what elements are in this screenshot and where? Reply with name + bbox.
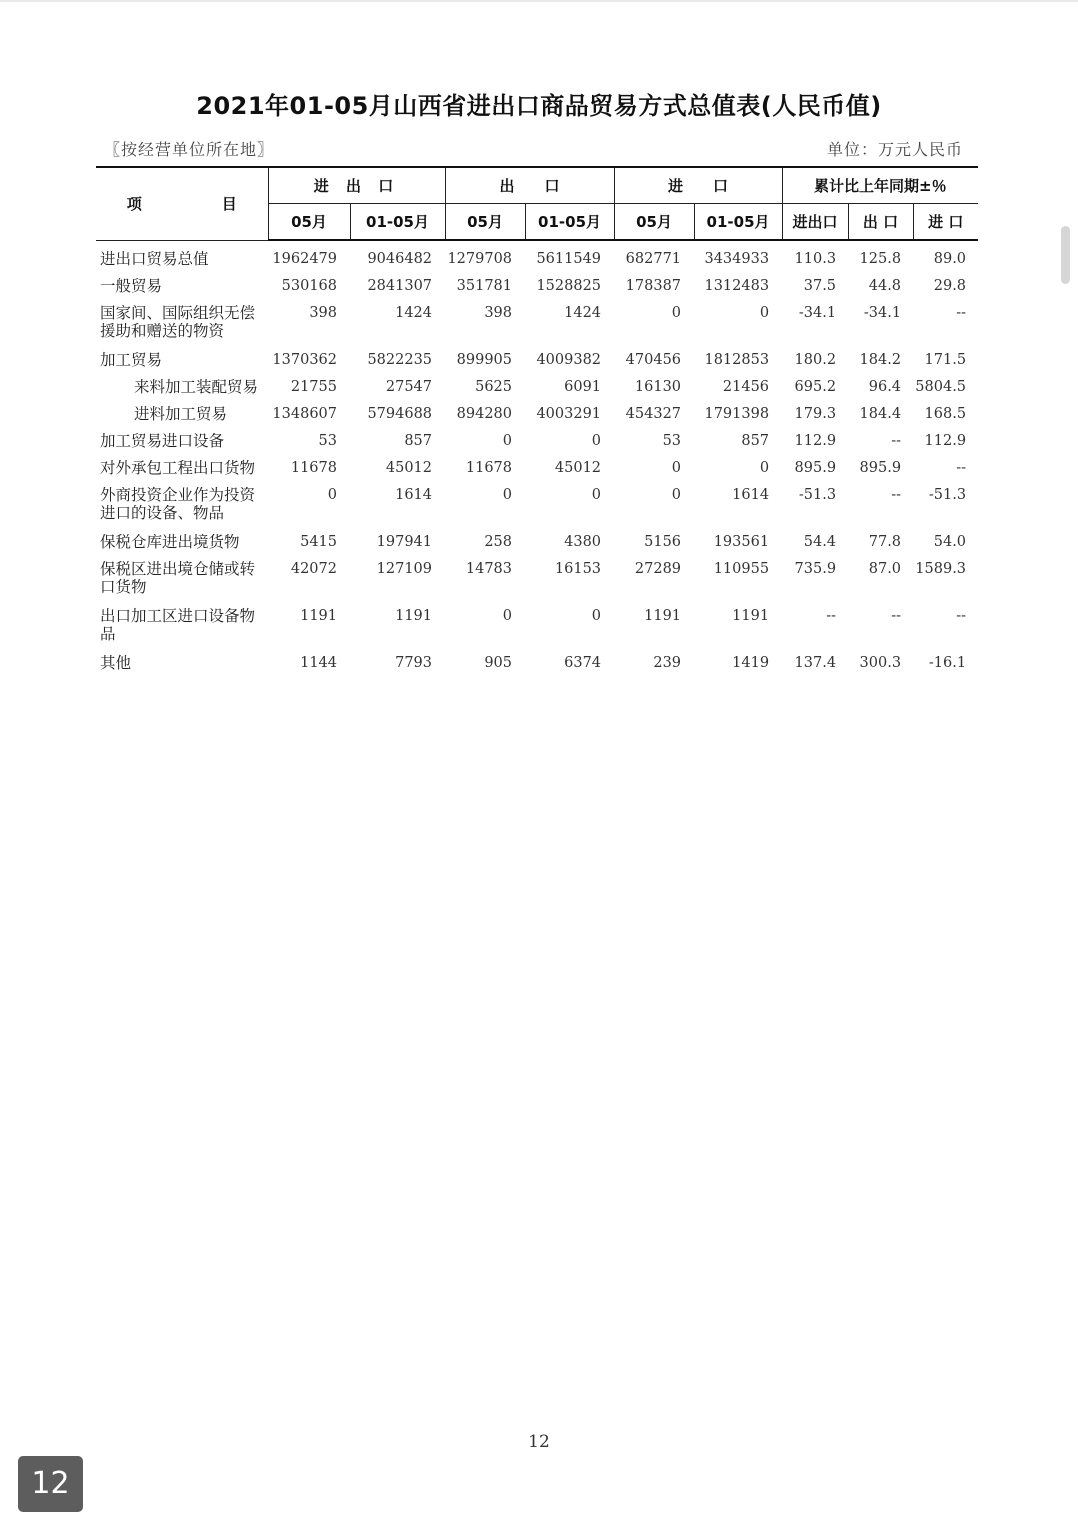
cell: 137.4 [794, 655, 837, 671]
table-row [96, 533, 978, 560]
cell: 5611549 [536, 251, 602, 267]
table-row [96, 654, 978, 681]
cell: 127109 [376, 561, 433, 577]
table-header [96, 167, 978, 240]
table-row [96, 486, 978, 533]
cell: 14783 [465, 561, 513, 577]
cell: 2841307 [367, 278, 433, 294]
cell: 1191 [395, 608, 433, 624]
cell: 1589.3 [915, 561, 967, 577]
cell: 1191 [300, 608, 337, 624]
row-label: 一般贸易 [100, 277, 163, 295]
cell: 1614 [732, 487, 770, 503]
cell: 168.5 [924, 406, 967, 422]
cell: 857 [741, 433, 770, 449]
cell: 0 [591, 608, 602, 624]
cell: 4380 [564, 534, 602, 550]
row-label: 来料加工装配贸易 [134, 378, 259, 396]
table-row [96, 277, 978, 304]
cell: 1312483 [704, 278, 770, 294]
cell: 180.2 [794, 352, 837, 368]
page-title: 2021年01-05月山西省进出口商品贸易方式总值表(人民币值) [196, 92, 882, 120]
cell: 1144 [300, 655, 337, 671]
cell: 11678 [465, 460, 513, 476]
cell: 45012 [554, 460, 602, 476]
cell: 0 [502, 487, 513, 503]
cell: 239 [653, 655, 682, 671]
cell: 351781 [456, 278, 513, 294]
cell: 0 [502, 433, 513, 449]
cell: 0 [671, 305, 682, 321]
scrollbar-thumb[interactable] [1061, 226, 1070, 284]
table-row [96, 432, 978, 459]
row-label: 出口加工区进口设备物品 [100, 607, 256, 643]
cell: 171.5 [924, 352, 967, 368]
cell: 0 [671, 460, 682, 476]
cell: 21456 [722, 379, 770, 395]
cell: 6091 [564, 379, 602, 395]
cell: 895.9 [859, 460, 902, 476]
header-sub-import-month: 05月 [614, 204, 694, 241]
cell: 184.2 [859, 352, 902, 368]
cell: 1528825 [536, 278, 602, 294]
cell: 6374 [564, 655, 602, 671]
cell: 27289 [634, 561, 682, 577]
cell: 0 [327, 487, 337, 503]
cell: 87.0 [868, 561, 902, 577]
cell: 9046482 [367, 251, 433, 267]
cell: 112.9 [924, 433, 967, 449]
header-sub-yoy-import: 进 口 [913, 204, 978, 241]
unit-note: 单位：万元人民币 [826, 140, 963, 159]
cell: -- [826, 608, 837, 624]
table-row [96, 378, 978, 405]
header-sub-yoy-total: 进出口 [782, 204, 848, 241]
row-label: 对外承包工程出口货物 [100, 459, 256, 477]
cell: 7793 [395, 655, 433, 671]
cell: -51.3 [798, 487, 837, 503]
cell: -- [891, 433, 902, 449]
cell: 1812853 [704, 352, 770, 368]
row-label: 外商投资企业作为投资进口的设备、物品 [100, 486, 256, 522]
table-body [96, 240, 978, 681]
cell: 53 [318, 433, 337, 449]
cell: 1348607 [272, 406, 337, 422]
row-label: 加工贸易 [100, 351, 163, 369]
header-group-import: 进 口 [614, 167, 782, 204]
cell: 1962479 [272, 251, 337, 267]
header-item: 项 目 [96, 167, 268, 240]
cell: 193561 [713, 534, 770, 550]
table-row [96, 405, 978, 432]
header-sub-total-month: 05月 [268, 204, 350, 241]
header-sub-export-ytd: 01-05月 [525, 204, 614, 241]
cell: 1191 [644, 608, 682, 624]
cell: 5625 [475, 379, 513, 395]
cell: 112.9 [794, 433, 837, 449]
header-sub-export-month: 05月 [445, 204, 525, 241]
row-label: 保税区进出境仓储或转口货物 [100, 560, 256, 596]
cell: -- [956, 305, 967, 321]
cell: 3434933 [704, 251, 770, 267]
cell: 5804.5 [915, 379, 967, 395]
cell: 857 [404, 433, 433, 449]
cell: 125.8 [859, 251, 902, 267]
row-label: 保税仓库进出境货物 [100, 533, 240, 551]
cell: 54.0 [933, 534, 967, 550]
cell: 1424 [395, 305, 433, 321]
header-group-export: 出 口 [445, 167, 614, 204]
cell: 398 [484, 305, 513, 321]
basis-note: 〖按经营单位所在地〗 [104, 140, 275, 159]
header-sub-import-ytd: 01-05月 [694, 204, 782, 241]
cell: 0 [671, 487, 682, 503]
table-row [96, 459, 978, 486]
cell: -- [891, 487, 902, 503]
cell: 45012 [385, 460, 433, 476]
cell: 21755 [290, 379, 337, 395]
cell: 77.8 [868, 534, 902, 550]
cell: 42072 [290, 561, 337, 577]
cell: 16130 [634, 379, 682, 395]
cell: 1279708 [447, 251, 513, 267]
cell: 110955 [713, 561, 770, 577]
header-sub-yoy-export: 出 口 [848, 204, 913, 241]
cell: 682771 [625, 251, 682, 267]
cell: 1419 [732, 655, 770, 671]
cell: 4009382 [536, 352, 602, 368]
row-label: 进出口贸易总值 [100, 249, 209, 268]
cell: -51.3 [928, 487, 967, 503]
cell: 179.3 [794, 406, 837, 422]
cell: 178387 [625, 278, 682, 294]
row-label: 加工贸易进口设备 [100, 432, 225, 450]
cell: 5415 [300, 534, 337, 550]
header-group-total: 进 出 口 [268, 167, 445, 204]
page-number: 12 [528, 1432, 550, 1452]
cell: 398 [309, 305, 337, 321]
table-row [96, 351, 978, 378]
cell: 5156 [644, 534, 682, 550]
header-sub-total-ytd: 01-05月 [350, 204, 445, 241]
cell: -34.1 [863, 305, 902, 321]
cell: 895.9 [794, 460, 837, 476]
cell: 27547 [385, 379, 433, 395]
cell: 695.2 [794, 379, 837, 395]
row-label: 国家间、国际组织无偿援助和赠送的物资 [100, 304, 256, 340]
cell: 735.9 [794, 561, 837, 577]
cell: 197941 [376, 534, 433, 550]
cell: -34.1 [798, 305, 837, 321]
row-label: 其他 [100, 654, 132, 672]
cell: 0 [502, 608, 513, 624]
cell: 184.4 [859, 406, 902, 422]
cell: 905 [484, 655, 513, 671]
cell: 899905 [456, 352, 513, 368]
cell: 1791398 [704, 406, 770, 422]
cell: 89.0 [933, 251, 967, 267]
cell: 1614 [395, 487, 433, 503]
cell: 5794688 [367, 406, 433, 422]
cell: 11678 [290, 460, 337, 476]
cell: 53 [662, 433, 682, 449]
cell: 1191 [732, 608, 770, 624]
row-label: 进料加工贸易 [134, 405, 228, 423]
header-group-yoy: 累计比上年同期±％ [782, 167, 978, 204]
cell: 110.3 [794, 251, 837, 267]
cell: 0 [591, 433, 602, 449]
cell: -- [956, 608, 967, 624]
page-indicator-badge[interactable]: 12 [18, 1456, 83, 1512]
cell: 4003291 [536, 406, 602, 422]
cell: 1370362 [272, 352, 337, 368]
cell: 44.8 [868, 278, 902, 294]
cell: 37.5 [803, 278, 837, 294]
cell: 300.3 [859, 655, 902, 671]
cell: 0 [591, 487, 602, 503]
cell: 530168 [281, 278, 337, 294]
cell: 5822235 [367, 352, 433, 368]
cell: 1424 [564, 305, 602, 321]
cell: -16.1 [928, 655, 967, 671]
cell: 29.8 [933, 278, 967, 294]
cell: -- [891, 608, 902, 624]
cell: 258 [484, 534, 513, 550]
table-row [96, 304, 978, 351]
table-row [96, 607, 978, 654]
cell: 96.4 [868, 379, 902, 395]
cell: 0 [759, 305, 770, 321]
trade-value-table [96, 166, 978, 681]
cell: 454327 [625, 406, 682, 422]
table-row [96, 560, 978, 607]
cell: 894280 [456, 406, 513, 422]
cell: 0 [759, 460, 770, 476]
cell: -- [956, 460, 967, 476]
table-row [96, 240, 978, 277]
cell: 470456 [625, 352, 682, 368]
cell: 54.4 [803, 534, 837, 550]
cell: 16153 [554, 561, 602, 577]
